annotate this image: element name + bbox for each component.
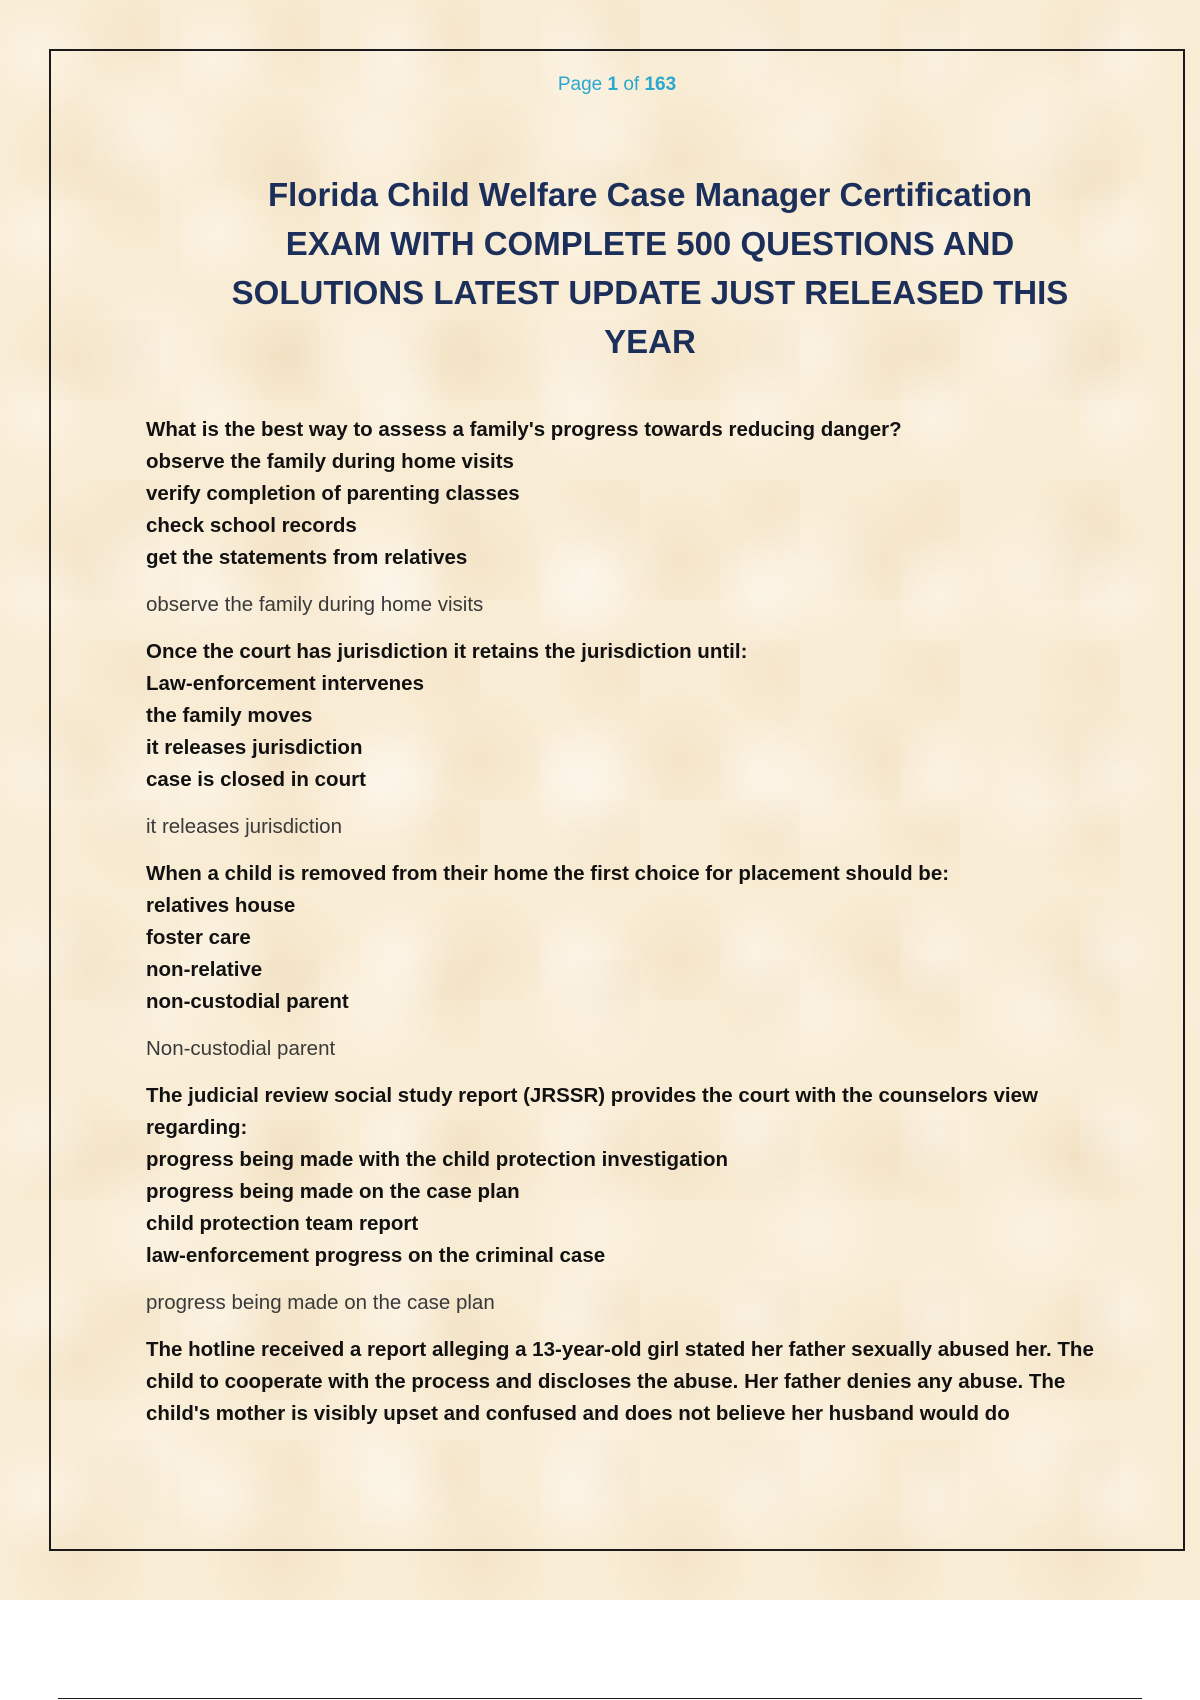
page-current: 1 [607,74,619,95]
question-list [146,414,1106,1430]
answer-option: observe the family during home visits [146,450,514,473]
question-block [146,1080,1106,1319]
correct-answer: progress being made on the case plan [146,1291,495,1314]
question-text: The judicial review social study report (JRSSR) provides the court with the counselors view regarding: [146,1084,1038,1139]
question-block [146,636,1106,843]
answer-option: non-custodial parent [146,990,349,1013]
page-counter-middle: of [618,74,645,95]
answer-option: relatives house [146,894,296,917]
answer-option: law-enforcement progress on the criminal case [146,1244,606,1267]
page-counter-prefix: Page [557,74,608,95]
question-block [146,858,1106,1065]
answer-option: it releases jurisdiction [146,736,363,759]
answer-option: case is closed in court [146,768,366,791]
answer-option: the family moves [146,704,313,727]
answer-option: progress being made on the case plan [146,1180,520,1203]
answer-option: verify completion of parenting classes [146,482,520,505]
correct-answer: it releases jurisdiction [146,815,342,838]
answer-option: get the statements from relatives [146,546,468,569]
question-text: The hotline received a report alleging a 13-year-old girl stated her father sexually abused her. The child to cooperate with the process and discloses the abuse. Her father denies any abuse. The child's mother is visibly upset and confused and does not believe her husband would do [146,1338,1094,1425]
answer-option: non-relative [146,958,263,981]
question-block [146,1334,1106,1430]
correct-answer: observe the family during home visits [146,593,484,616]
answer-option: progress being made with the child protection investigation [146,1148,729,1171]
question-text: What is the best way to assess a family's progress towards reducing danger? [146,418,902,441]
page-counter [0,74,1200,96]
answer-option: foster care [146,926,251,949]
correct-answer: Non-custodial parent [146,1037,336,1060]
document-title: Florida Child Welfare Case Manager Certification EXAM WITH COMPLETE 500 QUESTIONS AND SOLUTIONS LATEST UPDATE JUST RELEASED THIS YEAR [231,176,1069,360]
answer-option: child protection team report [146,1212,419,1235]
footer-rule [58,1698,1142,1699]
question-text: Once the court has jurisdiction it retains the jurisdiction until: [146,640,748,663]
answer-option: check school records [146,514,357,537]
question-text: When a child is removed from their home the first choice for placement should be: [146,862,950,885]
answer-option: Law-enforcement intervenes [146,672,424,695]
question-block [146,414,1106,621]
page-total: 163 [644,74,677,95]
